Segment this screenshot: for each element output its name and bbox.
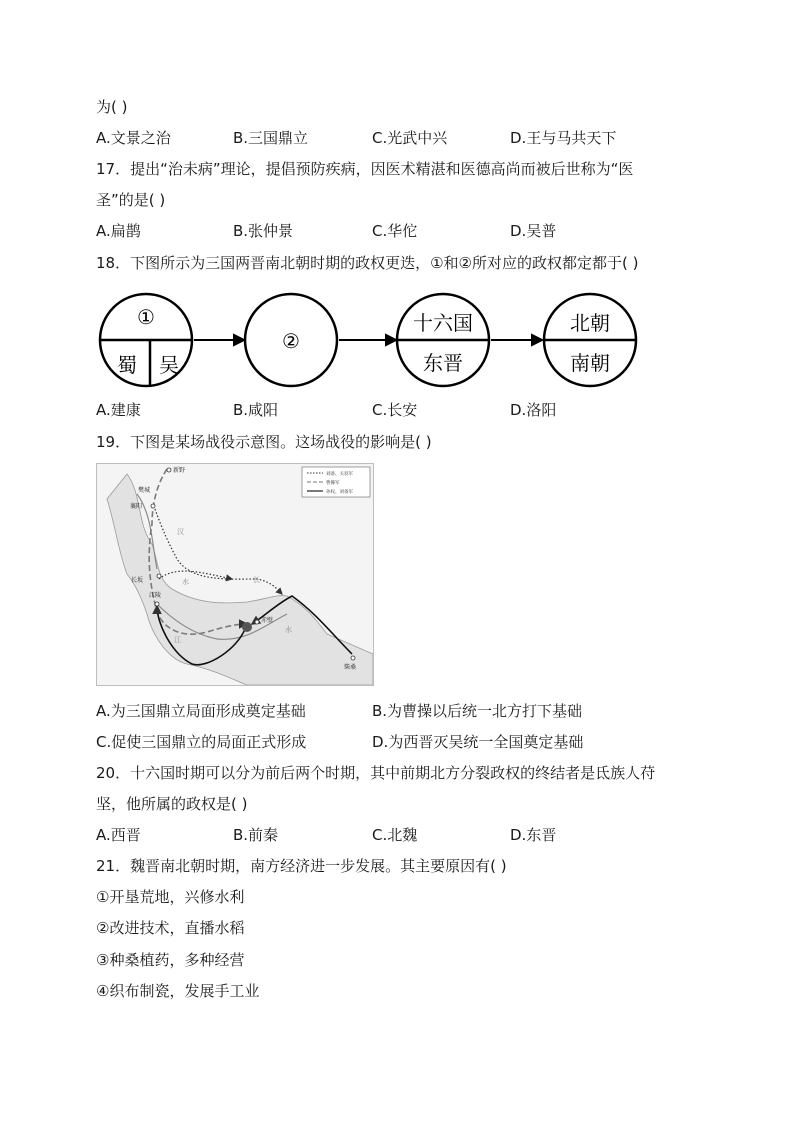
q18-stem: 18．下图所示为三国两晋南北朝时期的政权更迭，①和②所对应的政权都定都于( ) [96, 254, 639, 272]
q18-option-a[interactable]: A.建康 [96, 401, 141, 419]
q16-option-d[interactable]: D.王与马共天下 [510, 129, 617, 147]
q17-option-d[interactable]: D.吴普 [510, 222, 557, 240]
circle1-left-label: 蜀 [117, 353, 137, 377]
q19-option-c[interactable]: C.促使三国鼎立的局面正式形成 [96, 733, 307, 751]
q20-option-a[interactable]: A.西晋 [96, 826, 141, 844]
circle2-label: ② [282, 329, 300, 353]
q21-item-1: ①开垦荒地，兴修水利 [96, 888, 245, 906]
battle-map [96, 463, 374, 686]
q18-option-c[interactable]: C.长安 [372, 401, 418, 419]
q21-item-3: ③种桑植药，多种经营 [96, 951, 245, 969]
q17-stem-line2: 圣”的是( ) [96, 191, 166, 209]
q20-stem-line2: 坚，他所属的政权是( ) [96, 795, 248, 813]
circle3-top-label: 十六国 [413, 311, 473, 335]
q16-stem-cont: 为( ) [96, 98, 128, 116]
q16-option-a[interactable]: A.文景之治 [96, 129, 171, 147]
q17-option-c[interactable]: C.华佗 [372, 222, 418, 240]
q17-stem-line1: 17．提出“治未病”理论，提倡预防疾病，因医术精湛和医德高尚而被后世称为“医 [96, 160, 634, 178]
q19-option-b[interactable]: B.为曹操以后统一北方打下基础 [372, 702, 583, 720]
circle1-right-label: 吴 [159, 353, 179, 377]
place-xinye: 新野 [173, 467, 186, 474]
q17-option-a[interactable]: A.扁鹊 [96, 222, 141, 240]
river-jiang: 江 [174, 636, 181, 644]
q20-option-c[interactable]: C.北魏 [372, 826, 418, 844]
q21-item-2: ②改进技术，直播水稻 [96, 919, 245, 937]
river-han: 汉 [177, 528, 184, 536]
legend-cao: 曹操军 [326, 481, 340, 486]
place-chaisang: 柴桑 [344, 664, 357, 671]
circle1-top-label: ① [137, 305, 155, 329]
q18-option-d[interactable]: D.洛阳 [510, 401, 557, 419]
place-jiangling: 江陵 [149, 592, 162, 599]
q19-option-a[interactable]: A.为三国鼎立局面形成奠定基础 [96, 702, 306, 720]
q17-option-b[interactable]: B.张仲景 [233, 222, 294, 240]
q21-stem: 21．魏晋南北朝时期，南方经济进一步发展。其主要原因有( ) [96, 857, 507, 875]
place-changban: 长坂 [131, 577, 144, 584]
regime-succession-diagram [96, 290, 646, 390]
river-chang: 长 [253, 576, 260, 584]
river-han-shui: 水 [182, 578, 189, 586]
q16-option-c[interactable]: C.光武中兴 [372, 129, 448, 147]
legend-sun-liu: 孙权、刘备军 [326, 490, 353, 495]
q20-option-b[interactable]: B.前秦 [233, 826, 279, 844]
circle3-bottom-label: 东晋 [423, 351, 463, 375]
q20-stem-line1: 20．十六国时期可以分为前后两个时期，其中前期北方分裂政权的终结者是氐族人苻 [96, 764, 656, 782]
river-jiang-shui: 水 [285, 626, 292, 634]
q19-option-d[interactable]: D.为西晋灭吴统一全国奠定基础 [372, 733, 584, 751]
circle4-top-label: 北朝 [570, 311, 610, 335]
place-xiangyang: 襄阳 [130, 503, 143, 510]
circle4-bottom-label: 南朝 [570, 351, 610, 375]
q20-option-d[interactable]: D.东晋 [510, 826, 557, 844]
q18-option-b[interactable]: B.咸阳 [233, 401, 279, 419]
q16-option-b[interactable]: B.三国鼎立 [233, 129, 309, 147]
legend-liu-guan: 刘备、关羽军 [326, 472, 353, 477]
q19-stem: 19．下图是某场战役示意图。这场战役的影响是( ) [96, 433, 432, 451]
q21-item-4: ④织布制瓷，发展手工业 [96, 982, 260, 1000]
place-fancheng: 樊城 [138, 487, 151, 494]
place-chibi: 赤壁 [261, 617, 274, 624]
